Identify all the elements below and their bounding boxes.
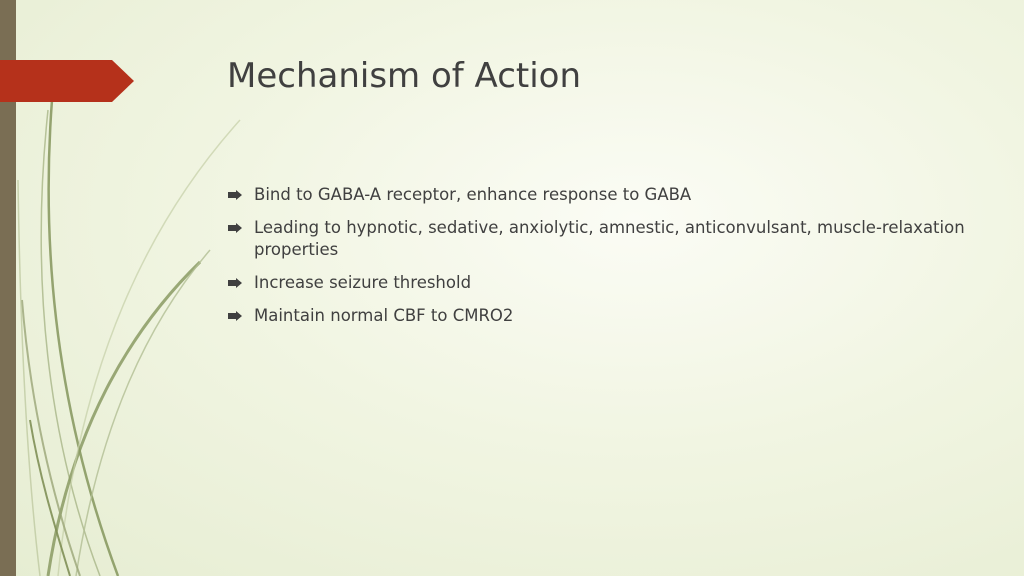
bullet-item <box>228 272 968 294</box>
bullet-text: Increase seizure threshold <box>254 273 472 292</box>
arrow-bullet-icon <box>228 278 242 288</box>
arrow-bullet-icon <box>228 223 242 233</box>
title-accent-arrow-icon <box>0 60 134 102</box>
bullet-text: Leading to hypnotic, sedative, anxiolytic, amnestic, anticonvulsant, muscle-relaxation properties <box>254 218 965 259</box>
bullet-text: Bind to GABA-A receptor, enhance response to GABA <box>254 185 692 204</box>
slide-title: Mechanism of Action <box>227 56 582 96</box>
bullet-list <box>228 184 968 338</box>
arrow-bullet-icon <box>228 311 242 321</box>
bullet-item <box>228 184 968 206</box>
bullet-text: Maintain normal CBF to CMRO2 <box>254 306 514 325</box>
arrow-bullet-icon <box>228 190 242 200</box>
bullet-item <box>228 305 968 327</box>
bullet-item <box>228 217 968 261</box>
